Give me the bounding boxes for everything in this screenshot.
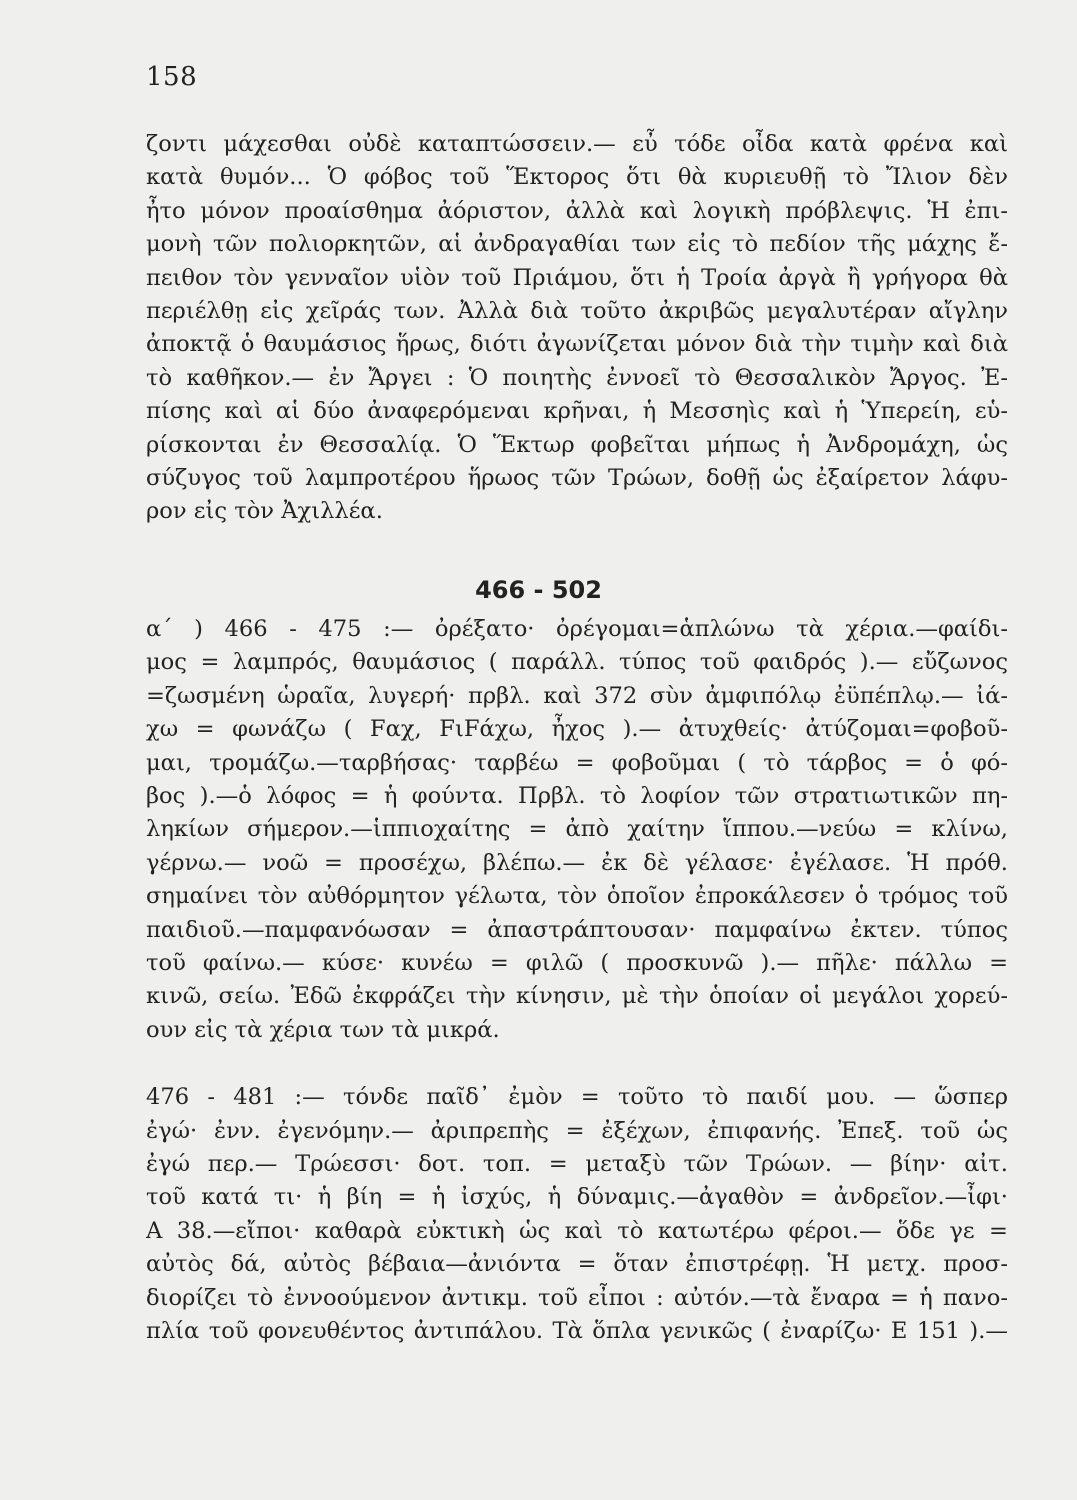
paragraph-476-481	[146, 1081, 1008, 1348]
text-line: ουν εἰς τὰ χέρια των τὰ μικρά.	[146, 1016, 500, 1043]
text-line: ἐγώ· ἐνν. ἐγενόμην.— ἀριπρεπὴς = ἐξέχων, ἐπιφανής. Ἐπεξ. τοῦ ὡς	[146, 1117, 1008, 1144]
text-line: μονὴ τῶν πολιορκητῶν, αἱ ἀνδραγαθίαι των εἰς τὸ πεδίον τῆς μάχης ἔ-	[146, 231, 1008, 258]
text-line: ρον εἰς τὸν Ἀχιλλέα.	[146, 498, 383, 525]
text-line: τοῦ κατά τι· ἡ βίη = ἡ ἰσχύς, ἡ δύναμις.—ἀγαθὸν = ἀνδρεῖον.—ἶφι·	[146, 1184, 1008, 1211]
text-line: παιδιοῦ.—παμφανόωσαν = ἀπαστράπτουσαν· παμφαίνω ἐκτεν. τύπος	[146, 916, 1008, 943]
text-line: =ζωσμένη ὡραῖα, λυγερή· πρβλ. καὶ 372 σὺν ἀμφιπόλῳ ἐϋπέπλῳ.— ἰά-	[146, 682, 1008, 709]
section-heading: 466 - 502	[475, 576, 602, 604]
text-line: πειθον τὸν γενναῖον υἱὸν τοῦ Πριάμου, ὅτι ἡ Τροία ἀργὰ ἢ γρήγορα θὰ	[146, 264, 1008, 291]
text-line: διορίζει τὸ ἐννοούμενον ἀντικμ. τοῦ εἶποι : αὐτόν.—τὰ ἔναρα = ἡ πανο-	[146, 1284, 1008, 1311]
paragraph-spacer	[146, 1047, 1008, 1081]
text-line: 476 - 481 :— τόνδε παῖδ᾽ ἐμὸν = τοῦτο τὸ παιδί μου. — ὥσπερ	[146, 1084, 1008, 1111]
text-line: αὐτὸς δά, αὐτὸς βέβαια—ἀνιόντα = ὅταν ἐπιστρέφῃ. Ἡ μετχ. προσ-	[146, 1251, 1008, 1278]
text-line: τοῦ φαίνω.— κύσε· κυνέω = φιλῶ ( προσκυνῶ ).— πῆλε· πάλλω =	[146, 949, 1008, 976]
page-number: 158	[146, 62, 198, 92]
text-line: σημαίνει τὸν αὐθόρμητον γέλωτα, τὸν ὁποῖον ἐπροκάλεσεν ὁ τρόμος τοῦ	[146, 883, 1008, 910]
text-line: πίσης καὶ αἱ δύο ἀναφερόμεναι κρῆναι, ἡ Μεσσηὶς καὶ ἡ Ὑπερείη, εὑ-	[146, 398, 1008, 425]
text-line: ρίσκονται ἐν Θεσσαλίᾳ. Ὁ Ἕκτωρ φοβεῖται μήπως ἡ Ἀνδρομάχη, ὡς	[146, 431, 1008, 458]
text-line: βος ).—ὁ λόφος = ἡ φούντα. Πρβλ. τὸ λοφίον τῶν στρατιωτικῶν πη-	[146, 782, 1008, 809]
commentary-text	[146, 128, 1008, 1348]
text-line: α΄ ) 466 - 475 :— ὀρέξατο· ὀρέγομαι=ἁπλώνω τὰ χέρια.—φαίδι-	[146, 615, 1008, 642]
text-line: σύζυγος τοῦ λαμπροτέρου ἥρωος τῶν Τρώων, δοθῇ ὡς ἐξαίρετον λάφυ-	[146, 465, 1008, 492]
text-line: κινῶ, σείω. Ἐδῶ ἐκφράζει τὴν κίνησιν, μὲ τὴν ὁποίαν οἱ μεγάλοι χορεύ-	[146, 983, 1008, 1010]
text-line: τὸ καθῆκον.— ἐν Ἄργει : Ὁ ποιητὴς ἐννοεῖ τὸ Θεσσαλικὸν Ἄργος. Ἐ-	[146, 364, 1008, 391]
text-line: ἐγώ περ.— Τρώεσσι· δοτ. τοπ. = μεταξὺ τῶν Τρώων. — βίην· αἰτ.	[146, 1150, 1008, 1177]
text-line: γέρνω.— νοῶ = προσέχω, βλέπω.— ἐκ δὲ γέλασε· ἐγέλασε. Ἡ πρόθ.	[146, 849, 1008, 876]
text-line: ζοντι μάχεσθαι οὐδὲ καταπτώσσειν.— εὖ τόδε οἶδα κατὰ φρένα καὶ	[146, 131, 1008, 157]
text-line: πλία τοῦ φονευθέντος ἀντιπάλου. Τὰ ὅπλα γενικῶς ( ἐναρίζω· Ε 151 ).—	[146, 1318, 1008, 1344]
text-line: ληκίων σήμερον.—ἱππιοχαίτης = ἀπὸ χαίτην ἵππου.—νεύω = κλίνω,	[146, 816, 1008, 843]
text-line: χω = φωνάζω ( Fαχ, FιFάχω, ἦχος ).— ἀτυχθείς· ἀτύζομαι=φοβοῦ-	[146, 716, 1008, 743]
text-line: μος = λαμπρός, θαυμάσιος ( παράλλ. τύπος τοῦ φαιδρός ).— εὔζωνος	[146, 649, 1008, 676]
text-line: περιέλθῃ εἰς χεῖράς των. Ἀλλὰ διὰ τοῦτο ἀκριβῶς μεγαλυτέραν αἴγλην	[146, 298, 1008, 325]
paragraph-466-475	[146, 613, 1008, 1047]
text-line: Α 38.—εἴποι· καθαρὰ εὐκτικὴ ὡς καὶ τὸ κατωτέρω φέροι.— ὅδε γε =	[146, 1217, 1008, 1244]
text-line: κατὰ θυμόν... Ὁ φόβος τοῦ Ἕκτορος ὅτι θὰ κυριευθῇ τὸ Ἴλιον δὲν	[146, 164, 1008, 191]
text-line: ἦτο μόνον προαίσθημα ἀόριστον, ἀλλὰ καὶ λογικὴ πρόβλεψις. Ἡ ἐπι-	[146, 197, 1008, 224]
paragraph-intro	[146, 128, 1008, 529]
text-line: ἀποκτᾷ ὁ θαυμάσιος ἥρως, διότι ἀγωνίζεται μόνον διὰ τὴν τιμὴν καὶ διὰ	[146, 331, 1008, 358]
text-line: μαι, τρομάζω.—ταρβήσας· ταρβέω = φοβοῦμαι ( τὸ τάρβος = ὁ φό-	[146, 749, 1008, 776]
